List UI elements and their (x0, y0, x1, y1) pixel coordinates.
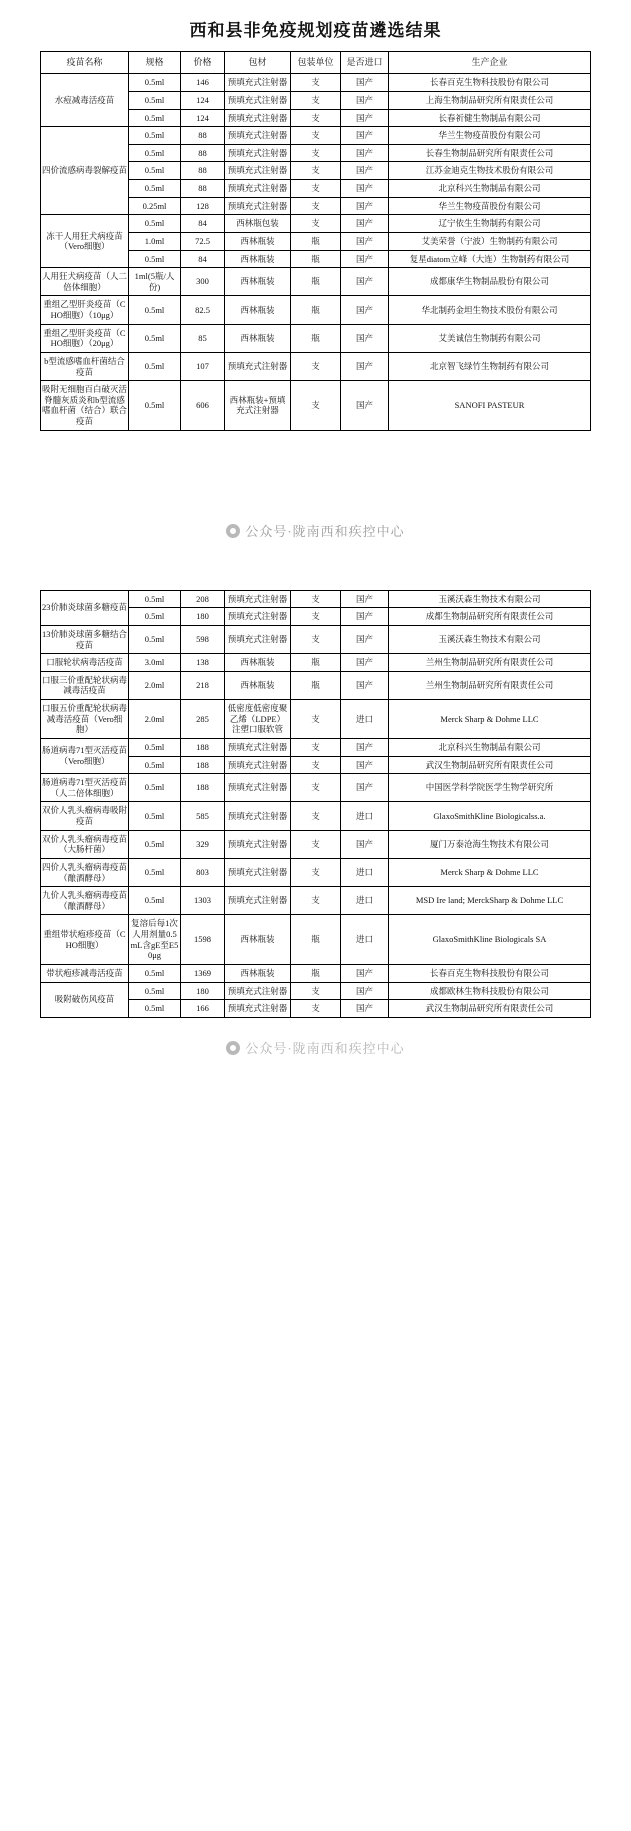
page-title: 西和县非免疫规划疫苗遴选结果 (189, 21, 442, 40)
cell-imported: 国产 (341, 324, 389, 352)
cell-maker: 成都康华生物制品股份有限公司 (389, 268, 591, 296)
cell-maker: 兰州生物制品研究所有限责任公司 (389, 654, 591, 672)
table-header-row (41, 52, 591, 74)
cell-spec: 2.0ml (129, 671, 181, 699)
cell-pack: 预填充式注射器 (225, 1000, 291, 1018)
column-header-imported: 是否进口 (341, 52, 389, 74)
cell-vaccine-name: 带状疱疹减毒活疫苗 (41, 964, 129, 982)
cell-imported: 国产 (341, 162, 389, 180)
cell-spec: 0.5ml (129, 91, 181, 109)
table-row (41, 590, 591, 608)
table-body-part2 (41, 590, 591, 1017)
cell-price: 88 (181, 144, 225, 162)
vaccine-table-part2 (40, 590, 591, 1018)
cell-unit: 支 (291, 982, 341, 1000)
cell-unit: 支 (291, 887, 341, 915)
cell-price: 128 (181, 197, 225, 215)
cell-maker: 华兰生物疫苗股份有限公司 (389, 197, 591, 215)
cell-unit: 支 (291, 215, 341, 233)
column-header-spec: 规格 (129, 52, 181, 74)
cell-unit: 支 (291, 802, 341, 830)
cell-spec: 1.0ml (129, 232, 181, 250)
cell-spec: 0.5ml (129, 802, 181, 830)
cell-imported: 国产 (341, 982, 389, 1000)
cell-vaccine-name: 口服轮状病毒活疫苗 (41, 654, 129, 672)
cell-spec: 0.5ml (129, 144, 181, 162)
cell-price: 1369 (181, 964, 225, 982)
cell-spec: 复溶后每1次人用剂量0.5mL含gE至E50μg (129, 915, 181, 965)
cell-vaccine-name: 口服五价重配轮状病毒减毒活疫苗（Vero细胞） (41, 700, 129, 739)
cell-spec: 0.5ml (129, 887, 181, 915)
table-row (41, 700, 591, 739)
column-header-pack: 包材 (225, 52, 291, 74)
cell-vaccine-name: b型流感嗜血杆菌结合疫苗 (41, 352, 129, 380)
cell-spec: 0.5ml (129, 381, 181, 431)
cell-imported: 国产 (341, 296, 389, 324)
cell-vaccine-name: 重组带状疱疹疫苗（CHO细胞） (41, 915, 129, 965)
watermark-2 (0, 1018, 631, 1067)
cell-imported: 国产 (341, 774, 389, 802)
cell-vaccine-name: 冻干人用狂犬病疫苗（Vero细胞） (41, 215, 129, 268)
cell-spec: 0.5ml (129, 180, 181, 198)
cell-imported: 国产 (341, 625, 389, 653)
cell-spec: 0.5ml (129, 858, 181, 886)
cell-unit: 瓶 (291, 964, 341, 982)
cell-spec: 0.5ml (129, 215, 181, 233)
watermark-text: 公众号·陇南西和疾控中心 (245, 523, 405, 539)
cell-pack: 预填充式注射器 (225, 774, 291, 802)
column-header-maker: 生产企业 (389, 52, 591, 74)
cell-imported: 国产 (341, 144, 389, 162)
cell-vaccine-name: 双价人乳头瘤病毒吸附疫苗 (41, 802, 129, 830)
cell-price: 188 (181, 756, 225, 774)
cell-unit: 瓶 (291, 324, 341, 352)
cell-pack: 预填充式注射器 (225, 109, 291, 127)
cell-imported: 国产 (341, 127, 389, 145)
cell-price: 218 (181, 671, 225, 699)
cell-vaccine-name: 重组乙型肝炎疫苗（CHO细胞）（20μg） (41, 324, 129, 352)
cell-vaccine-name: 四价人乳头瘤病毒疫苗（酿酒酵母） (41, 858, 129, 886)
cell-price: 124 (181, 91, 225, 109)
cell-vaccine-name: 肠道病毒71型灭活疫苗（Vero细胞） (41, 738, 129, 773)
cell-maker: GlaxoSmithKline Biologicalss.a. (389, 802, 591, 830)
cell-imported: 国产 (341, 381, 389, 431)
cell-imported: 国产 (341, 109, 389, 127)
cell-maker: 玉溪沃森生物技术有限公司 (389, 590, 591, 608)
cell-pack: 预填充式注射器 (225, 858, 291, 886)
table-row (41, 215, 591, 233)
cell-pack: 预填充式注射器 (225, 756, 291, 774)
cell-unit: 支 (291, 738, 341, 756)
cell-spec: 0.5ml (129, 625, 181, 653)
cell-imported: 国产 (341, 74, 389, 92)
cell-spec: 0.5ml (129, 296, 181, 324)
cell-pack: 西林瓶包装 (225, 215, 291, 233)
cell-maker: 武汉生物制品研究所有限责任公司 (389, 1000, 591, 1018)
cell-spec: 1ml(5瓶/人份) (129, 268, 181, 296)
cell-vaccine-name: 吸附无细胞百白破灭活脊髓灰质炎和b型流感嗜血杆菌（结合）联合疫苗 (41, 381, 129, 431)
cell-imported: 国产 (341, 608, 389, 626)
cell-spec: 0.5ml (129, 352, 181, 380)
cell-price: 598 (181, 625, 225, 653)
cell-spec: 0.5ml (129, 1000, 181, 1018)
cell-vaccine-name: 13价肺炎球菌多糖结合疫苗 (41, 625, 129, 653)
cell-unit: 支 (291, 830, 341, 858)
cell-pack: 预填充式注射器 (225, 738, 291, 756)
cell-imported: 进口 (341, 700, 389, 739)
cell-price: 180 (181, 982, 225, 1000)
cell-price: 803 (181, 858, 225, 886)
cell-spec: 0.5ml (129, 127, 181, 145)
cell-pack: 预填充式注射器 (225, 91, 291, 109)
column-header-unit: 包装单位 (291, 52, 341, 74)
cell-maker: 华兰生物疫苗股份有限公司 (389, 127, 591, 145)
cell-pack: 西林瓶装 (225, 250, 291, 268)
cell-vaccine-name: 23价肺炎球菌多糖疫苗 (41, 590, 129, 625)
cell-price: 208 (181, 590, 225, 608)
cell-maker: Merck Sharp & Dohme LLC (389, 700, 591, 739)
cell-spec: 0.5ml (129, 324, 181, 352)
cell-imported: 国产 (341, 250, 389, 268)
cell-spec: 0.5ml (129, 590, 181, 608)
table-row (41, 625, 591, 653)
cell-pack: 西林瓶装 (225, 232, 291, 250)
cell-pack: 预填充式注射器 (225, 590, 291, 608)
cell-maker: 兰州生物制品研究所有限责任公司 (389, 671, 591, 699)
cell-unit: 支 (291, 700, 341, 739)
cell-price: 188 (181, 774, 225, 802)
cell-price: 166 (181, 1000, 225, 1018)
watermark-text: 公众号·陇南西和疾控中心 (245, 1040, 405, 1056)
cell-imported: 国产 (341, 738, 389, 756)
vaccine-table-part1 (40, 51, 591, 431)
table-row (41, 671, 591, 699)
column-header-name: 疫苗名称 (41, 52, 129, 74)
cell-unit: 支 (291, 381, 341, 431)
table-row (41, 887, 591, 915)
cell-price: 180 (181, 608, 225, 626)
cell-spec: 0.5ml (129, 738, 181, 756)
cell-imported: 国产 (341, 1000, 389, 1018)
cell-unit: 支 (291, 109, 341, 127)
table-row (41, 268, 591, 296)
cell-price: 188 (181, 738, 225, 756)
cell-maker: GlaxoSmithKline Biologicals SA (389, 915, 591, 965)
cell-maker: 艾美诚信生物制药有限公司 (389, 324, 591, 352)
cell-vaccine-name: 重组乙型肝炎疫苗（CHO细胞）（10μg） (41, 296, 129, 324)
table-body-part1 (41, 74, 591, 430)
table-row (41, 324, 591, 352)
table-section-2 (0, 590, 631, 1018)
cell-unit: 瓶 (291, 268, 341, 296)
cell-imported: 国产 (341, 352, 389, 380)
cell-vaccine-name: 口服三价重配轮状病毒减毒活疫苗 (41, 671, 129, 699)
cell-pack: 预填充式注射器 (225, 982, 291, 1000)
cell-imported: 国产 (341, 197, 389, 215)
cell-maker: 上海生物制品研究所有限责任公司 (389, 91, 591, 109)
cell-pack: 西林瓶装 (225, 296, 291, 324)
cell-price: 329 (181, 830, 225, 858)
cell-pack: 西林瓶装 (225, 654, 291, 672)
cell-vaccine-name: 双价人乳头瘤病毒疫苗（大肠杆菌） (41, 830, 129, 858)
cell-maker: 江苏金迪克生物技术股份有限公司 (389, 162, 591, 180)
cell-spec: 0.5ml (129, 964, 181, 982)
cell-vaccine-name: 水痘减毒活疫苗 (41, 74, 129, 127)
cell-unit: 瓶 (291, 296, 341, 324)
cell-maker: 玉溪沃森生物技术有限公司 (389, 625, 591, 653)
cell-pack: 西林瓶装 (225, 268, 291, 296)
cell-unit: 支 (291, 858, 341, 886)
cell-imported: 国产 (341, 671, 389, 699)
cell-pack: 预填充式注射器 (225, 802, 291, 830)
cell-pack: 预填充式注射器 (225, 144, 291, 162)
cell-maker: 艾美荣誉（宁波）生物制药有限公司 (389, 232, 591, 250)
cell-imported: 国产 (341, 830, 389, 858)
table-row (41, 127, 591, 145)
cell-vaccine-name: 吸附破伤风疫苗 (41, 982, 129, 1017)
cell-imported: 国产 (341, 180, 389, 198)
column-header-price: 价格 (181, 52, 225, 74)
cell-pack: 预填充式注射器 (225, 352, 291, 380)
cell-pack: 预填充式注射器 (225, 180, 291, 198)
cell-spec: 0.5ml (129, 162, 181, 180)
cell-spec: 0.5ml (129, 74, 181, 92)
cell-maker: 北京智飞绿竹生物制药有限公司 (389, 352, 591, 380)
cell-unit: 瓶 (291, 671, 341, 699)
cell-price: 84 (181, 215, 225, 233)
cell-maker: 长春祈健生物制品有限公司 (389, 109, 591, 127)
cell-price: 1598 (181, 915, 225, 965)
cell-unit: 瓶 (291, 915, 341, 965)
cell-vaccine-name: 肠道病毒71型灭活疫苗（人二倍体细胞） (41, 774, 129, 802)
cell-maker: 华北制药金坦生物技术股份有限公司 (389, 296, 591, 324)
cell-maker: 复星diatom立峰（大连）生物制药有限公司 (389, 250, 591, 268)
cell-spec: 0.5ml (129, 774, 181, 802)
cell-unit: 瓶 (291, 250, 341, 268)
cell-pack: 预填充式注射器 (225, 887, 291, 915)
cell-imported: 国产 (341, 654, 389, 672)
cell-unit: 支 (291, 180, 341, 198)
cell-unit: 支 (291, 352, 341, 380)
cell-maker: 武汉生物制品研究所有限责任公司 (389, 756, 591, 774)
cell-price: 82.5 (181, 296, 225, 324)
cell-unit: 支 (291, 1000, 341, 1018)
cell-maker: MSD Ire land; MerckSharp & Dohme LLC (389, 887, 591, 915)
cell-maker: 长春百克生物科技股份有限公司 (389, 964, 591, 982)
cell-price: 138 (181, 654, 225, 672)
table-row (41, 352, 591, 380)
cell-price: 88 (181, 180, 225, 198)
cell-unit: 瓶 (291, 232, 341, 250)
cell-pack: 西林瓶装 (225, 671, 291, 699)
cell-imported: 国产 (341, 268, 389, 296)
cell-maker: 成都欧林生物科技股份有限公司 (389, 982, 591, 1000)
cell-price: 72.5 (181, 232, 225, 250)
cell-price: 85 (181, 324, 225, 352)
cell-maker: 长春生物制品研究所有限责任公司 (389, 144, 591, 162)
table-row (41, 381, 591, 431)
cell-unit: 支 (291, 774, 341, 802)
wechat-circle-icon (226, 1041, 240, 1055)
table-row (41, 774, 591, 802)
cell-price: 88 (181, 162, 225, 180)
cell-spec: 0.5ml (129, 830, 181, 858)
table-section-1 (0, 51, 631, 431)
cell-unit: 支 (291, 608, 341, 626)
table-row (41, 915, 591, 965)
cell-unit: 支 (291, 74, 341, 92)
table-row (41, 654, 591, 672)
table-row (41, 738, 591, 756)
cell-spec: 0.25ml (129, 197, 181, 215)
cell-price: 107 (181, 352, 225, 380)
cell-price: 300 (181, 268, 225, 296)
cell-spec: 2.0ml (129, 700, 181, 739)
cell-imported: 进口 (341, 887, 389, 915)
cell-unit: 支 (291, 127, 341, 145)
cell-imported: 国产 (341, 756, 389, 774)
cell-price: 88 (181, 127, 225, 145)
cell-imported: 进口 (341, 858, 389, 886)
cell-price: 285 (181, 700, 225, 739)
cell-unit: 支 (291, 162, 341, 180)
cell-pack: 西林瓶装 (225, 324, 291, 352)
cell-spec: 0.5ml (129, 608, 181, 626)
cell-maker: 中国医学科学院医学生物学研究所 (389, 774, 591, 802)
cell-spec: 0.5ml (129, 109, 181, 127)
cell-imported: 国产 (341, 215, 389, 233)
cell-maker: Merck Sharp & Dohme LLC (389, 858, 591, 886)
cell-price: 1303 (181, 887, 225, 915)
table-row (41, 296, 591, 324)
table-row (41, 830, 591, 858)
cell-pack: 预填充式注射器 (225, 74, 291, 92)
cell-unit: 支 (291, 756, 341, 774)
cell-pack: 预填充式注射器 (225, 197, 291, 215)
cell-maker: 成都生物制品研究所有限责任公司 (389, 608, 591, 626)
cell-imported: 国产 (341, 232, 389, 250)
cell-unit: 支 (291, 144, 341, 162)
cell-unit: 支 (291, 197, 341, 215)
table-row (41, 982, 591, 1000)
cell-pack: 西林瓶装+预填充式注射器 (225, 381, 291, 431)
cell-pack: 预填充式注射器 (225, 127, 291, 145)
cell-maker: 长春百克生物科技股份有限公司 (389, 74, 591, 92)
cell-pack: 预填充式注射器 (225, 162, 291, 180)
cell-vaccine-name: 九价人乳头瘤病毒疫苗（酿酒酵母） (41, 887, 129, 915)
cell-maker: 北京科兴生物制品有限公司 (389, 738, 591, 756)
cell-spec: 0.5ml (129, 250, 181, 268)
cell-price: 585 (181, 802, 225, 830)
table-row (41, 74, 591, 92)
cell-unit: 支 (291, 625, 341, 653)
cell-maker: 厦门万泰沧海生物技术有限公司 (389, 830, 591, 858)
cell-imported: 国产 (341, 590, 389, 608)
table-row (41, 964, 591, 982)
cell-vaccine-name: 四价流感病毒裂解疫苗 (41, 127, 129, 215)
cell-maker: SANOFI PASTEUR (389, 381, 591, 431)
cell-maker: 辽宁依生生物制药有限公司 (389, 215, 591, 233)
cell-imported: 国产 (341, 964, 389, 982)
cell-pack: 预填充式注射器 (225, 830, 291, 858)
table-row (41, 802, 591, 830)
cell-pack: 预填充式注射器 (225, 625, 291, 653)
cell-unit: 瓶 (291, 654, 341, 672)
cell-spec: 3.0ml (129, 654, 181, 672)
cell-price: 606 (181, 381, 225, 431)
cell-maker: 北京科兴生物制品有限公司 (389, 180, 591, 198)
cell-unit: 支 (291, 91, 341, 109)
cell-price: 124 (181, 109, 225, 127)
wechat-circle-icon (226, 524, 240, 538)
cell-spec: 0.5ml (129, 982, 181, 1000)
cell-vaccine-name: 人用狂犬病疫苗（人二倍体细胞） (41, 268, 129, 296)
cell-price: 84 (181, 250, 225, 268)
cell-price: 146 (181, 74, 225, 92)
cell-imported: 进口 (341, 802, 389, 830)
table-row (41, 858, 591, 886)
cell-pack: 西林瓶装 (225, 915, 291, 965)
cell-pack: 西林瓶装 (225, 964, 291, 982)
cell-pack: 预填充式注射器 (225, 608, 291, 626)
cell-imported: 进口 (341, 915, 389, 965)
cell-unit: 支 (291, 590, 341, 608)
cell-pack: 低密度低密度聚乙烯（LDPE）注塑口服软管 (225, 700, 291, 739)
cell-imported: 国产 (341, 91, 389, 109)
cell-spec: 0.5ml (129, 756, 181, 774)
watermark-1 (0, 495, 631, 550)
